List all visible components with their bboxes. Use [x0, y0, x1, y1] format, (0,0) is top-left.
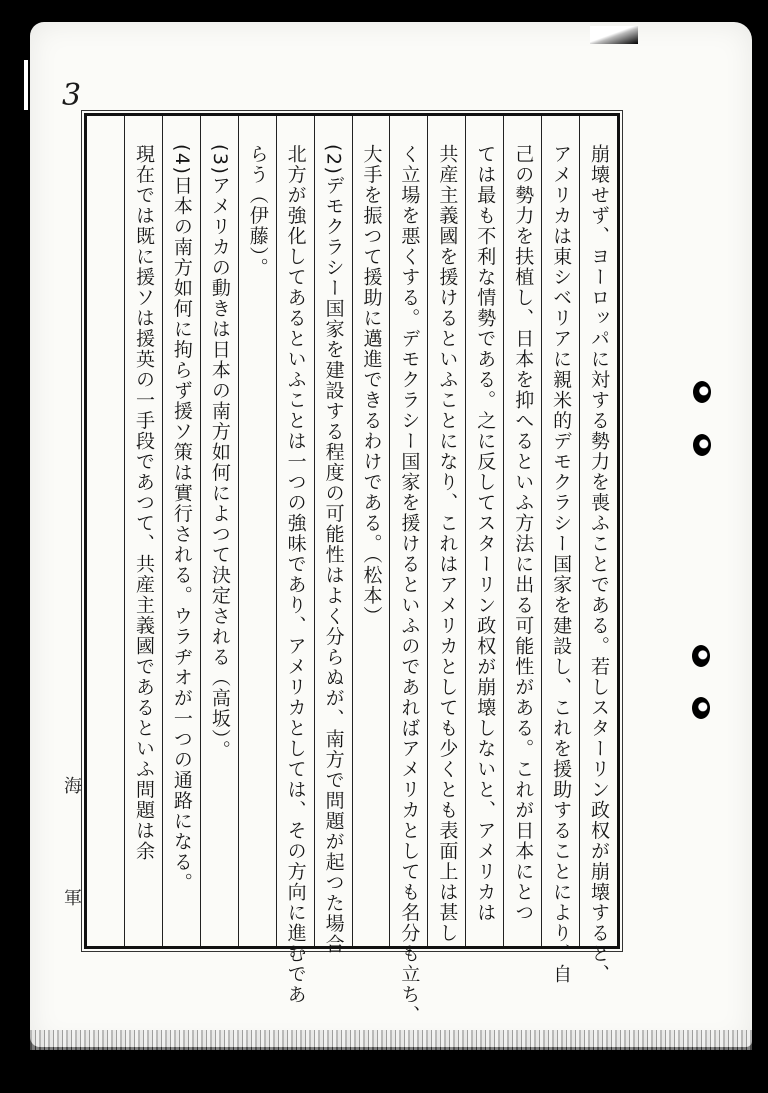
manuscript-column [465, 116, 503, 946]
folded-corner [590, 26, 638, 44]
page-number: 3 [62, 78, 82, 113]
binding-hole [693, 434, 711, 456]
manuscript-column [200, 116, 238, 946]
manuscript-column [541, 116, 579, 985]
manuscript-column [352, 116, 390, 946]
manuscript-column [503, 116, 541, 946]
column-text: ては最も不利な情勢である。之に反してスターリン政权が崩壊しないと、アメリカは [474, 144, 497, 923]
column-text: く立場を悪くする。デモクラシー国家を援けるといふのであればアメリカとしても名分も立ち、 [398, 144, 421, 1026]
column-text: 現在では既に援ソは援英の一手段であつて、共産主義國であるといふ問題は余 [132, 144, 155, 862]
manuscript-grid [84, 113, 620, 1026]
column-text: (4)日本の南方如何に拘らず援ソ策は實行される。ウラヂオが一つの通路になる。 [170, 144, 193, 893]
column-text: 大手を振つて援助に邁進できるわけである。（松本） [360, 144, 383, 627]
column-text: 己の勢力を扶植し、日本を抑へるといふ方法に出る可能性がある。これが日本にとつ [512, 144, 535, 923]
column-text: 共産主義國を援けるといふことになり、これはアメリカとしても少くとも表面上は甚し [436, 144, 459, 944]
manuscript-column [427, 116, 465, 946]
manuscript-column [124, 116, 162, 946]
column-text: 北方が強化してあるといふことは一つの強味であり、アメリカとしては、その方向に進むであ [284, 144, 307, 1005]
manuscript-column [314, 116, 352, 955]
column-text: (3)アメリカの動きは日本の南方如何によつて決定される（高坂）。 [208, 144, 231, 761]
column-text: 崩壊せず、ヨーロッパに対する勢力を喪ふことである。若しスターリン政权が崩壊すると、 [588, 144, 611, 985]
column-text: (2)デモクラシー国家を建設する程度の可能性はよく分らぬが、南方で問題が起つた場合 [322, 144, 345, 955]
scan-noise-strip [30, 1030, 752, 1050]
manuscript-column [162, 116, 200, 946]
manuscript-column-empty [87, 116, 124, 946]
manuscript-column [238, 116, 276, 946]
binding-hole [693, 381, 711, 403]
binding-hole [692, 697, 710, 719]
binding-hole [692, 645, 710, 667]
column-text: らう（伊藤）。 [246, 144, 269, 278]
manuscript-column [579, 116, 617, 985]
margin-label-bottom: 軍 [61, 888, 82, 906]
scan-edge-mark [24, 60, 28, 110]
margin-label-top: 海 [61, 776, 82, 794]
manuscript-column [276, 116, 314, 1005]
manuscript-column [389, 116, 427, 1026]
column-text: アメリカは東シベリアに親米的デモクラシー国家を建設し、これを援助することにより、自 [550, 144, 573, 985]
